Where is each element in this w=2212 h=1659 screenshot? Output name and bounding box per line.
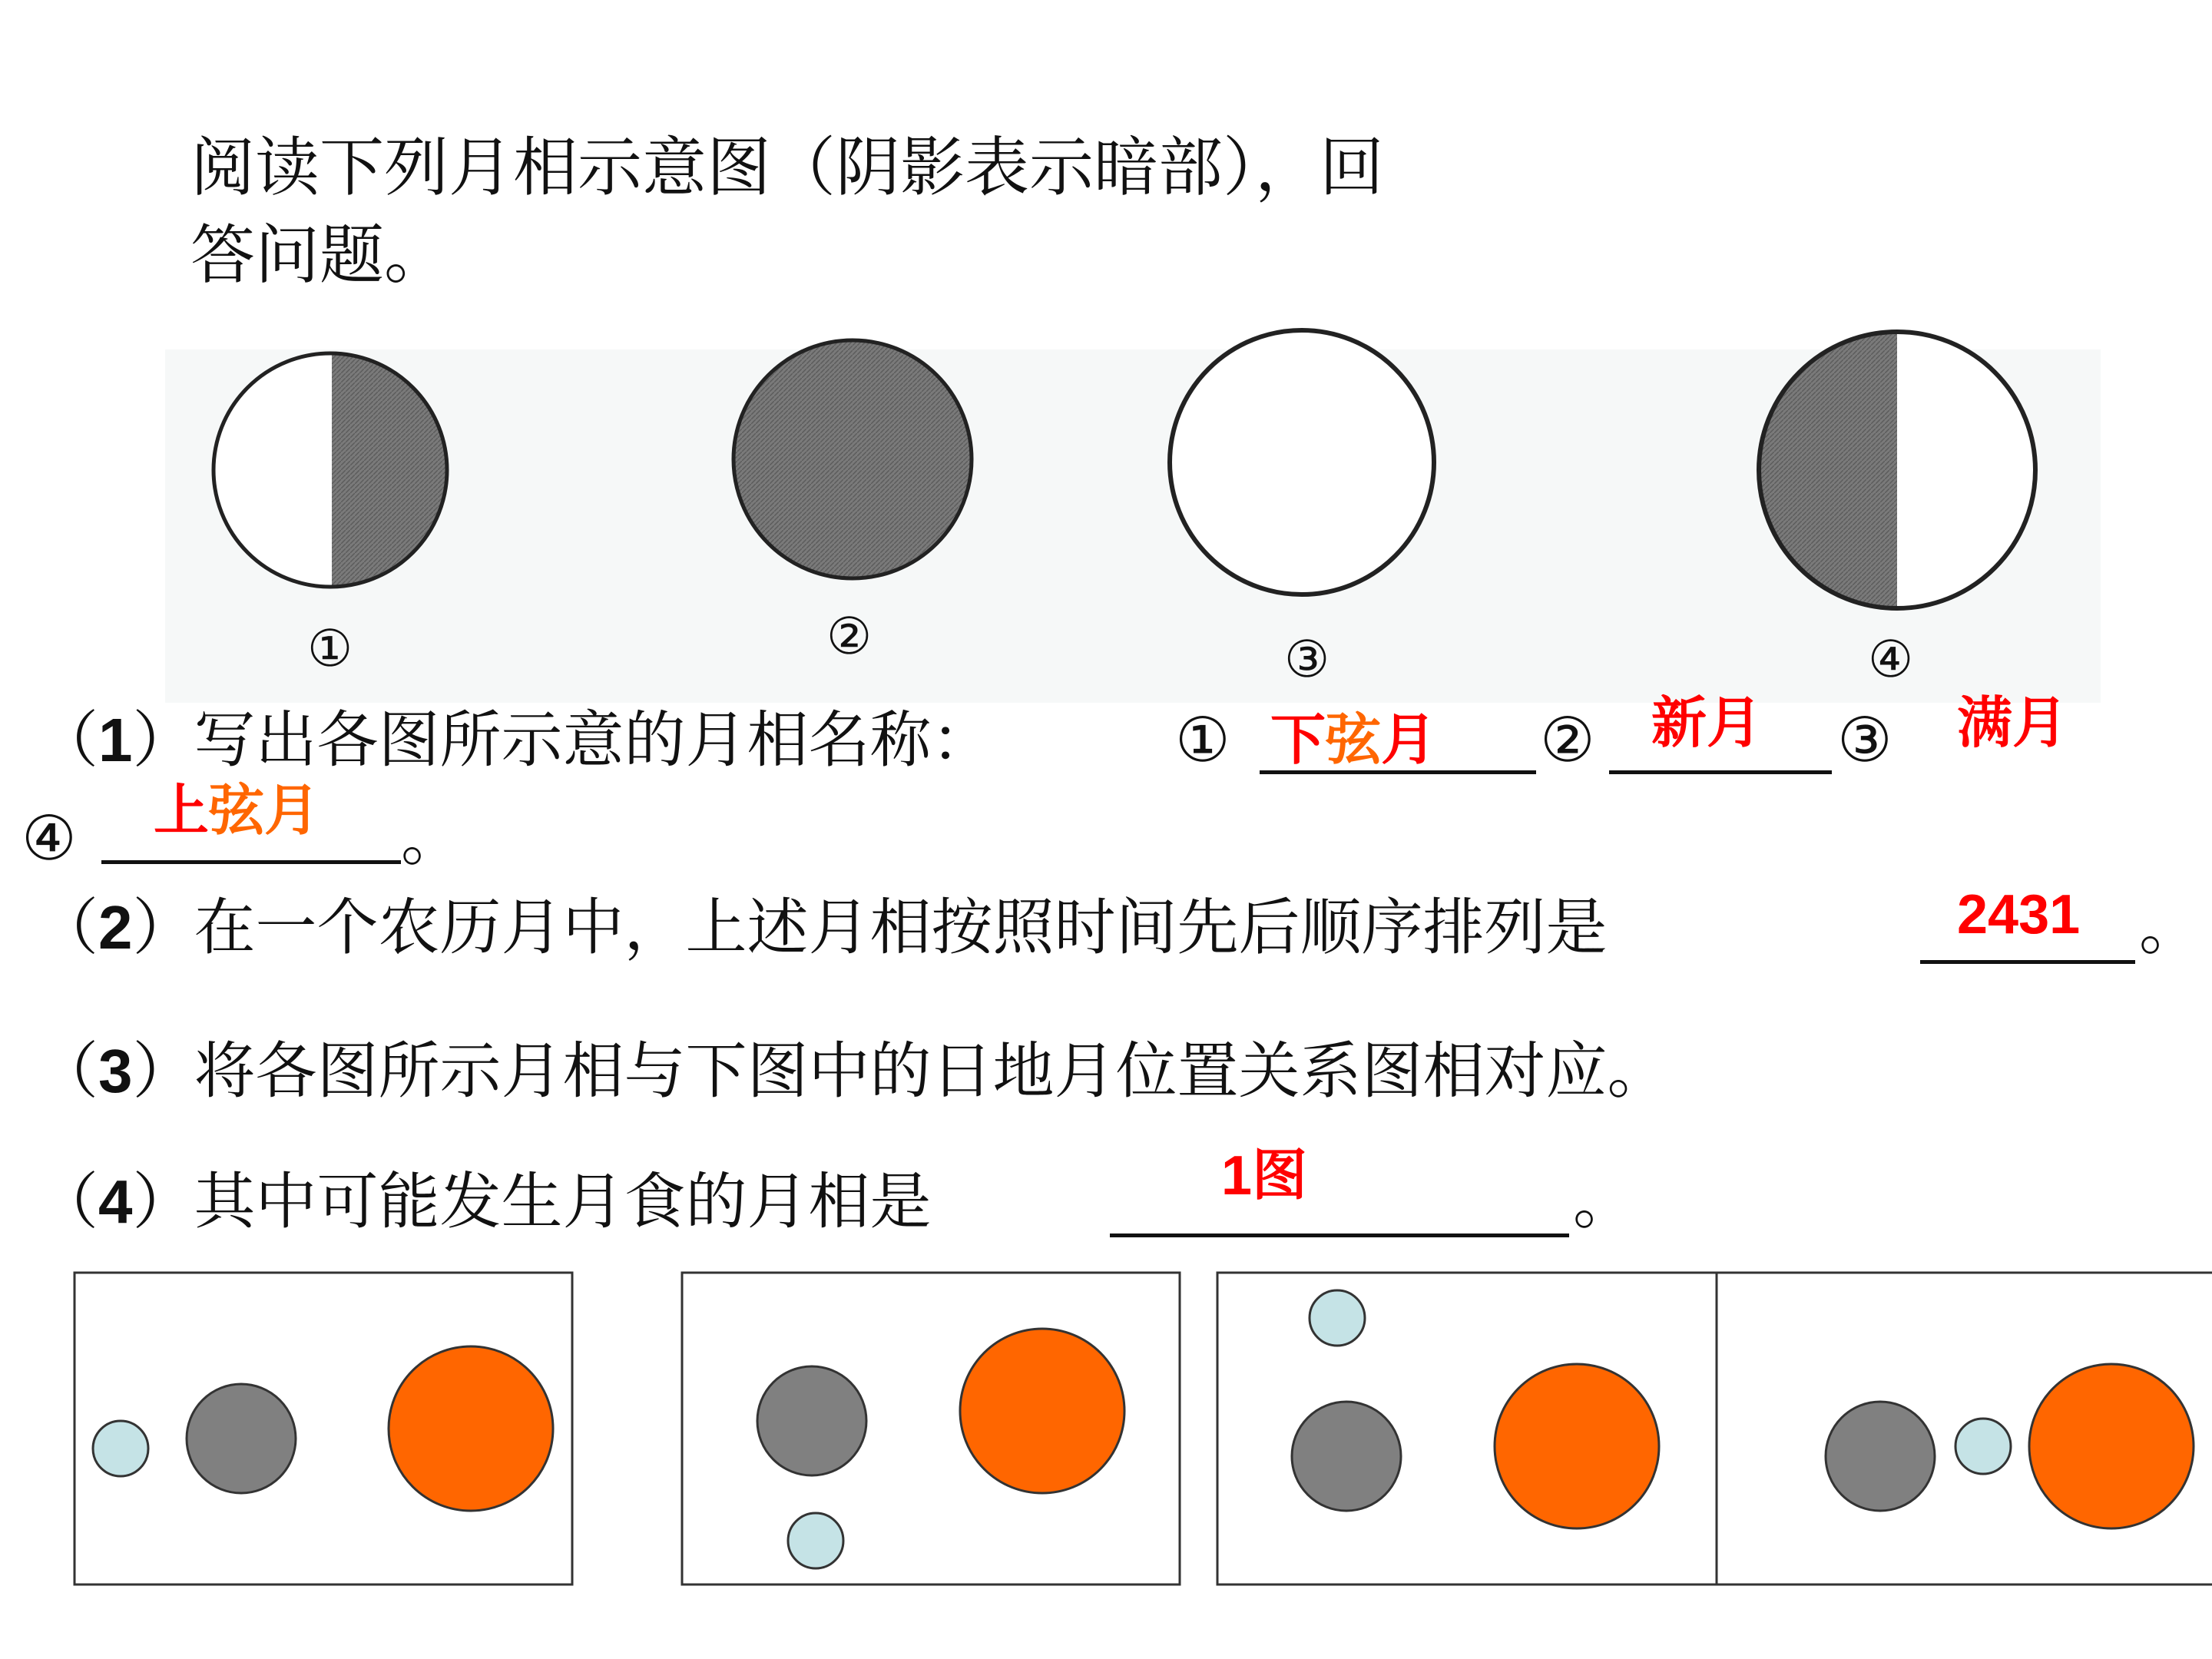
moon-circle-3 <box>1310 1290 1365 1346</box>
q1-marker-4: ④ <box>22 803 77 874</box>
sun-circle-4 <box>2029 1364 2194 1528</box>
question-3 <box>37 1035 1669 1107</box>
sun-circle-3 <box>1495 1364 1659 1528</box>
q1-answer-2: 新月 <box>1651 693 1763 754</box>
q1-text: ）写出各图所示意的月相名称： <box>132 704 993 776</box>
moon-phase-3 <box>1170 330 1434 594</box>
q1-end: 。 <box>401 803 462 874</box>
q1-answer-1: 下弦月 <box>1270 710 1437 771</box>
q4-text: ）其中可能发生月食的月相是 <box>132 1166 932 1237</box>
q2-number: 2 <box>98 893 133 962</box>
earth-circle-1 <box>187 1384 296 1493</box>
diagram-1 <box>75 1273 572 1584</box>
q2-paren: （ <box>37 892 98 963</box>
q1-answer-4: 上弦月 <box>154 780 320 842</box>
question-1 <box>37 704 993 776</box>
intro-line-2: 答问题。 <box>190 217 449 293</box>
earth-circle-3 <box>1292 1402 1401 1511</box>
earth-circle-2 <box>757 1366 866 1475</box>
q1-paren: （ <box>37 704 98 776</box>
phase-label-2: ② <box>826 607 873 666</box>
phase-label-3: ③ <box>1284 630 1330 689</box>
moon-circle-2 <box>788 1513 843 1568</box>
q3-paren: （ <box>37 1035 98 1107</box>
q1-marker-2: ② <box>1540 704 1595 776</box>
question-4 <box>37 1166 932 1237</box>
q4-paren: （ <box>37 1166 98 1237</box>
q1-marker-3: ③ <box>1837 704 1892 776</box>
diagram-2 <box>682 1273 1180 1584</box>
q4-end: 。 <box>1573 1166 1634 1237</box>
q2-answer: 2431 <box>1957 884 2081 945</box>
q3-text: ）将各图所示月相与下图中的日地月位置关系图相对应。 <box>132 1035 1669 1107</box>
q2-end: 。 <box>2139 892 2200 963</box>
q2-blank[interactable] <box>1920 960 2135 964</box>
q4-answer: 1图 <box>1221 1145 1308 1207</box>
q4-blank[interactable] <box>1110 1233 1569 1237</box>
diagram-4 <box>1717 1273 2212 1584</box>
q1-answer-3: 满月 <box>1957 693 2068 754</box>
phase-label-1: ① <box>307 619 353 678</box>
phase-label-4: ④ <box>1868 630 1914 689</box>
sun-circle-2 <box>960 1329 1124 1493</box>
moon-phase-2 <box>733 340 972 578</box>
q4-number: 4 <box>98 1167 133 1236</box>
moon-circle-4 <box>1955 1419 2011 1474</box>
intro-line-1: 阅读下列月相示意图（阴影表示暗部），回 <box>190 130 1385 205</box>
q1-number: 1 <box>98 706 133 774</box>
q2-text: ）在一个农历月中，上述月相按照时间先后顺序排列是 <box>132 892 1608 963</box>
q1-marker-1: ① <box>1175 704 1230 776</box>
q3-number: 3 <box>98 1037 133 1105</box>
diagram-3 <box>1217 1273 1717 1584</box>
question-2 <box>37 892 1608 963</box>
earth-circle-4 <box>1826 1402 1935 1511</box>
moon-circle-1 <box>93 1421 148 1476</box>
q1-blank-2[interactable] <box>1609 770 1832 774</box>
sun-circle-1 <box>389 1346 553 1511</box>
q1-blank-4[interactable] <box>101 860 401 864</box>
